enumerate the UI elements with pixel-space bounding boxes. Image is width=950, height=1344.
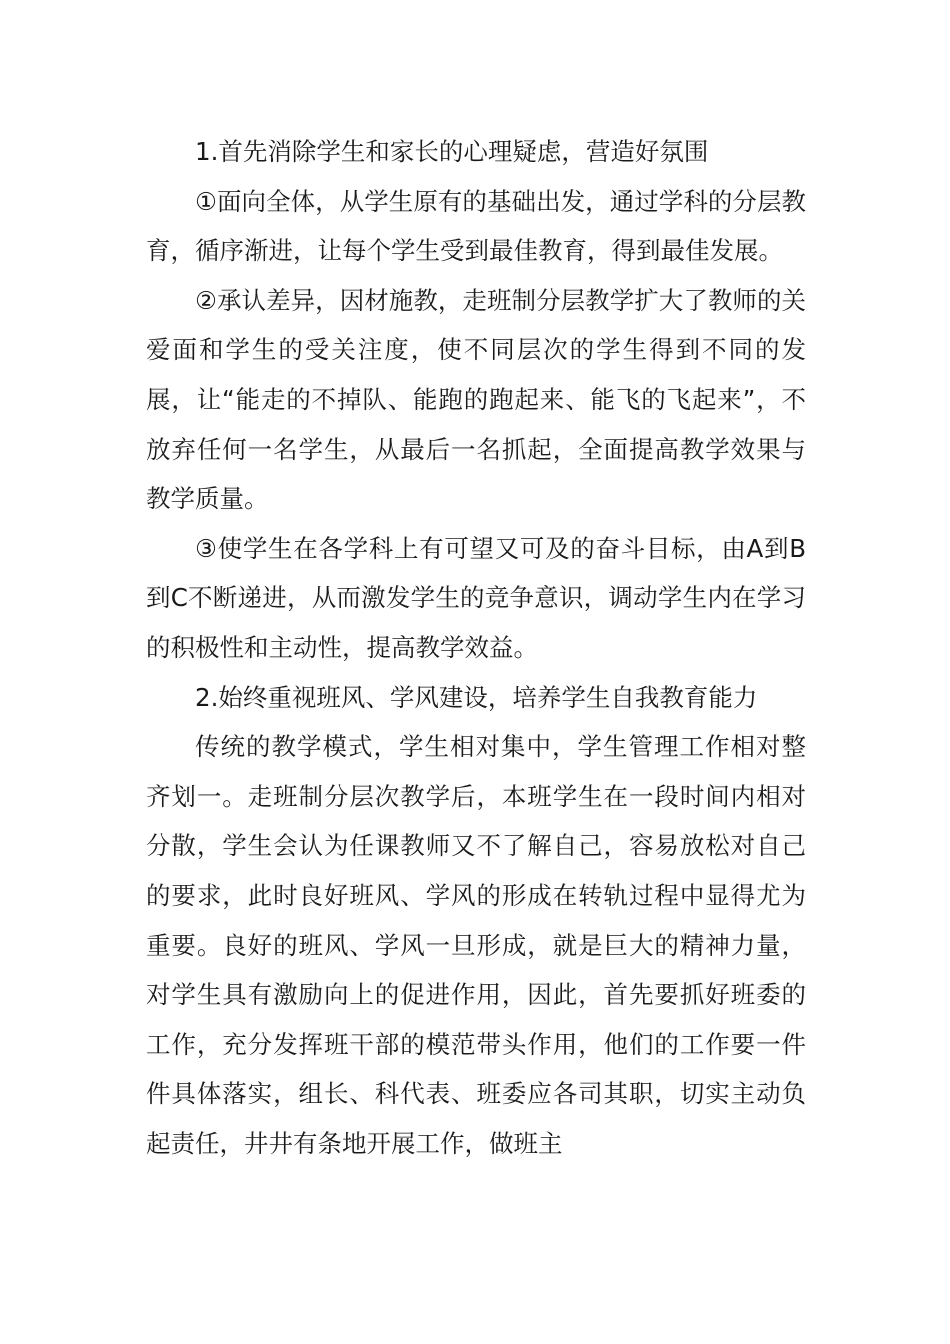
heading-2: 2.始终重视班风、学风建设，培养学生自我教育能力 bbox=[195, 682, 758, 712]
body-text bbox=[146, 127, 806, 1168]
paragraph-1: ①面向全体，从学生原有的基础出发，通过学科的分层教育，循序渐进，让每个学生受到最佳教育，得到最佳发展。 bbox=[146, 186, 806, 266]
heading-1: 1.首先消除学生和家长的心理疑虑，营造好氛围 bbox=[195, 137, 709, 166]
paragraph-3: ③使学生在各学科上有可望又可及的奋斗目标，由A到B到C不断递进，从而激发学生的竞争意识，调动学生内在学习的积极性和主动性，提高教学效益。 bbox=[146, 533, 806, 662]
paragraph-2: ②承认差异，因材施教，走班制分层教学扩大了教师的关爱面和学生的受关注度，使不同层次的学生得到不同的发展，让“能走的不掉队、能跑的跑起来、能飞的飞起来”，不放弃任何一名学生，从最后一名抓起，全面提高教学效果与教学质量。 bbox=[146, 285, 806, 514]
paragraph-4: 传统的教学模式，学生相对集中，学生管理工作相对整齐划一。走班制分层次教学后，本班学生在一段时间内相对分散，学生会认为任课教师又不了解自己，容易放松对自己的要求，此时良好班风、学风的形成在转轨过程中显得尤为重要。良好的班风、学风一旦形成，就是巨大的精神力量，对学生具有激励向上的促进作用，因此，首先要抓好班委的工作，充分发挥班干部的模范带头作用，他们的工作要一件件具体落实，组长、科代表、班委应各司其职，切实主动负起责任，井井有条地开展工作，做班主 bbox=[146, 732, 806, 1158]
